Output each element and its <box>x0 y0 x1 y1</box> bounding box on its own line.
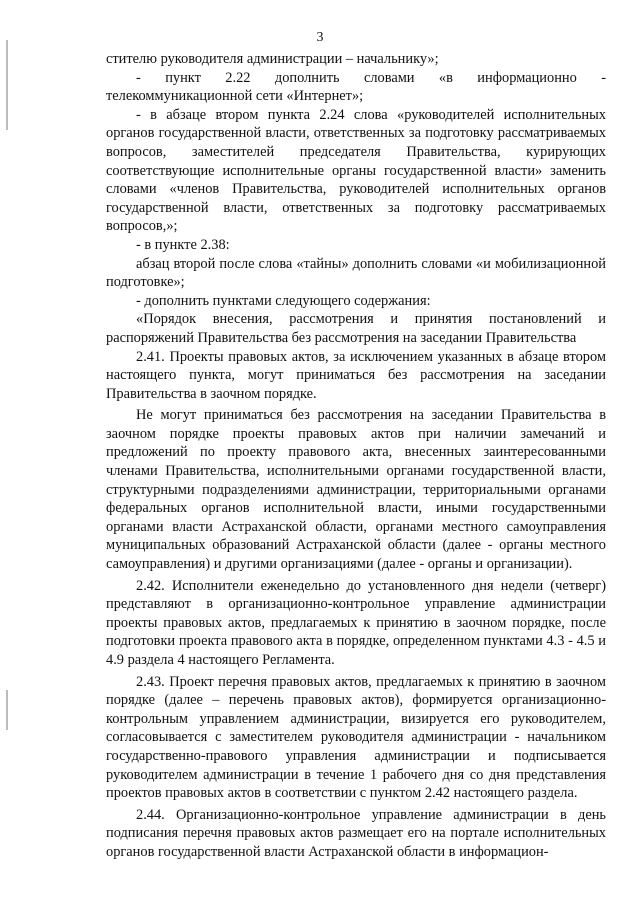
paragraph: 2.42. Исполнители еженедельно до установленного дня недели (четверг) представляют в организационно-контрольное управление администрации проекты правовых актов, предлагаемых к принятию в заочном порядке, после подготовки проекта правового акта в порядке, определенном пунктами 4.3 - 4.5 и 4.9 раздела 4 настоящего Регламента. <box>106 577 606 668</box>
list-item: - дополнить пунктами следующего содержания: <box>136 292 431 309</box>
paragraph: стителю руководителя администрации – начальнику»; <box>106 51 439 67</box>
paragraph: Не могут приниматься без рассмотрения на заседании Правительства в заочном порядке проекты правовых актов при наличии замечаний и предложений по проекту правового акта, внесенных заинтересованными членами Правительства, исполнительными органами государственной власти, структурными подразделениями администрации, территориальными органами федеральных органов исполнительной власти, иными государственными органами власти Астраханской области, органами местного самоуправления муниципальных образований Астраханской области (далее - органы местного самоуправления) и другими организациями (далее - органы и организации). <box>106 407 606 573</box>
list-item: - в абзаце втором пункта 2.24 слова «руководителей исполнительных органов государственной власти, ответственных за подготовку рассматриваемых вопросов, заместителей председателя Правительства, курирующих соответствующие исполнительные органы государственной власти» заменить словами «членов Правительства, руководителей исполнительных органов государственной власти, ответственных за подготовку рассматриваемых вопросов,»; <box>106 106 606 235</box>
page-number: 3 <box>316 30 324 45</box>
paragraph: абзац второй после слова «тайны» дополнить словами «и мобилизационной подготовке»; <box>106 255 606 291</box>
document-body <box>106 50 606 862</box>
list-item: - пункт 2.22 дополнить словами «в информационно - телекоммуникационной сети «Интернет»; <box>106 69 606 105</box>
scan-edge-mark <box>6 690 8 730</box>
section-heading: «Порядок внесения, рассмотрения и принятия постановлений и распоряжений Правительства без рассмотрения на заседании Правительства <box>106 311 606 346</box>
paragraph: 2.41. Проекты правовых актов, за исключением указанных в абзаце втором настоящего пункта, могут приниматься без рассмотрения на заседании Правительства в заочном порядке. <box>106 348 606 402</box>
paragraph: 2.44. Организационно-контрольное управление администрации в день подписания перечня правовых актов размещает его на портале исполнительных органов государственной власти Астраханской области в информацион- <box>106 806 606 860</box>
list-item: - в пункте 2.38: <box>136 236 230 253</box>
scan-edge-mark <box>6 40 8 130</box>
paragraph: 2.43. Проект перечня правовых актов, предлагаемых к принятию в заочном порядке (далее – перечень правовых актов), формируется организационно-контрольным управлением администрации, визируется его руководителем, согласовывается с заместителем руководителя администрации - начальником государственно-правового управления администрации и подписывается руководителем администрации в течение 1 рабочего дня со дня представления проектов правовых актов в соответствии с пунктом 2.42 настоящего раздела. <box>106 673 606 802</box>
